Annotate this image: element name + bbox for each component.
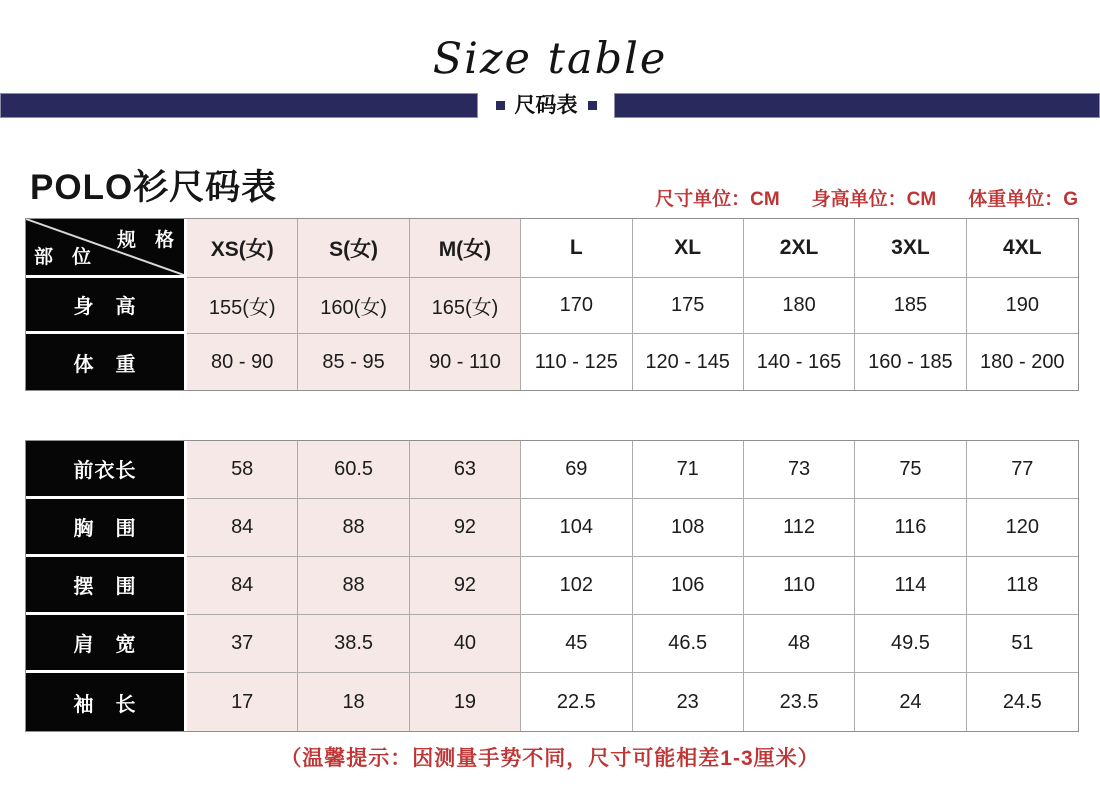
measure-cell: 46.5 (633, 615, 744, 673)
measure-cell: 88 (298, 499, 409, 557)
measure-cell: 23.5 (744, 673, 855, 731)
size-cell: 180 - 200 (980, 350, 1065, 373)
size-cell: 190 (967, 278, 1078, 334)
column-header: 2XL (744, 219, 855, 278)
measure-cell: 77 (967, 441, 1078, 499)
size-cell: 165(女) (410, 278, 521, 334)
size-cell: 160 - 185 (855, 334, 966, 390)
unit-labels (655, 184, 1078, 211)
corner-spec-label: 规 格 (116, 230, 174, 251)
size-cell: 155(女) (187, 278, 298, 334)
square-bullet-icon (496, 101, 505, 110)
size-table (25, 218, 1079, 391)
row-label: 肩 宽 (26, 615, 187, 673)
measure-cell: 22.5 (521, 673, 632, 731)
square-bullet-icon (588, 101, 597, 110)
measure-cell: 51 (967, 615, 1078, 673)
measure-cell: 118 (967, 557, 1078, 615)
measure-cell: 40 (410, 615, 521, 673)
size-cell: 80 - 90 (187, 334, 298, 390)
size-cell: 185 (855, 278, 966, 334)
measure-cell: 19 (410, 673, 521, 731)
size-cell: 175 (633, 278, 744, 334)
size-cell: 160(女) (298, 278, 409, 334)
measure-cell: 71 (633, 441, 744, 499)
measure-cell: 60.5 (298, 441, 409, 499)
row-label: 袖 长 (26, 673, 187, 731)
measure-cell: 112 (744, 499, 855, 557)
unit-size: 尺寸单位：CM (655, 189, 780, 210)
measure-cell: 92 (410, 557, 521, 615)
row-label: 前衣长 (26, 441, 187, 499)
column-header: 4XL (967, 219, 1078, 278)
size-cell: 120 - 145 (633, 334, 744, 390)
measure-cell: 24.5 (1002, 690, 1042, 713)
measure-cell: 102 (521, 557, 632, 615)
measure-cell: 23 (633, 673, 744, 731)
measure-cell: 108 (633, 499, 744, 557)
reminder-note: （温馨提示：因测量手势不同，尺寸可能相差1-3厘米） (280, 747, 820, 770)
row-label: 体 重 (26, 334, 187, 390)
size-cell: 110 - 125 (521, 334, 632, 390)
measure-cell: 75 (855, 441, 966, 499)
banner-center (478, 93, 614, 118)
measure-cell: 104 (521, 499, 632, 557)
measure-cell: 69 (521, 441, 632, 499)
row-label: 身 高 (26, 278, 187, 334)
measure-cell: 92 (410, 499, 521, 557)
banner-bar-left (0, 93, 478, 118)
banner-bar-right (614, 93, 1100, 118)
column-header: XS(女) (187, 219, 298, 278)
size-cell: 140 - 165 (744, 334, 855, 390)
measure-cell: 38.5 (298, 615, 409, 673)
measurement-table (25, 440, 1079, 732)
corner-cell (26, 219, 187, 278)
size-cell: 85 - 95 (298, 334, 409, 390)
measure-cell: 17 (187, 673, 298, 731)
size-cell: 90 - 110 (410, 334, 521, 390)
column-header: XL (633, 219, 744, 278)
row-label: 胸 围 (26, 499, 187, 557)
measure-cell: 58 (187, 441, 298, 499)
measure-cell: 24 (855, 673, 966, 731)
measure-cell: 84 (187, 499, 298, 557)
column-header: S(女) (298, 219, 409, 278)
unit-height: 身高单位：CM (811, 189, 937, 210)
corner-part-label: 部 位 (34, 247, 92, 268)
english-title: Size table (432, 34, 668, 84)
measure-cell: 120 (967, 499, 1078, 557)
row-label: 摆 围 (26, 557, 187, 615)
chinese-title: 尺码表 (514, 94, 578, 117)
measure-cell: 110 (744, 557, 855, 615)
column-header: M(女) (410, 219, 521, 278)
measure-cell: 88 (298, 557, 409, 615)
size-cell: 170 (521, 278, 632, 334)
measure-cell: 116 (855, 499, 966, 557)
measure-cell: 48 (744, 615, 855, 673)
measure-cell: 18 (298, 673, 409, 731)
measure-cell: 37 (187, 615, 298, 673)
page-title: POLO衫尺码表 (30, 168, 278, 207)
column-header: 3XL (855, 219, 966, 278)
measure-cell: 106 (633, 557, 744, 615)
size-cell: 180 (744, 278, 855, 334)
measure-cell: 114 (855, 557, 966, 615)
measure-cell: 63 (410, 441, 521, 499)
banner-bar (0, 93, 1100, 118)
column-header: L (521, 219, 632, 278)
measure-cell: 73 (744, 441, 855, 499)
measure-cell: 84 (187, 557, 298, 615)
measure-cell: 45 (521, 615, 632, 673)
measure-cell: 49.5 (855, 615, 966, 673)
unit-weight: 体重单位：G (968, 189, 1078, 210)
